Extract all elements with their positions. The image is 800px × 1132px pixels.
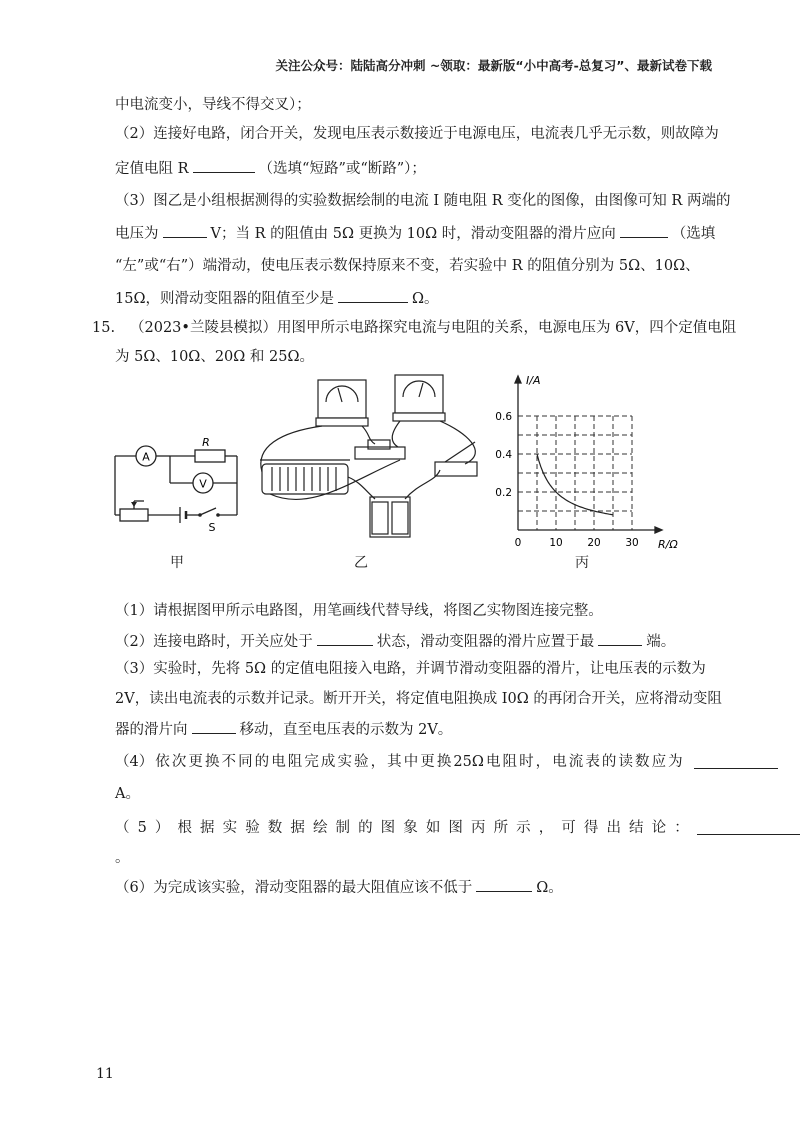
q15-part5-segment: （ bbox=[115, 820, 130, 836]
q15-part5-segment: 据 bbox=[200, 820, 215, 836]
q15-part5-segment: 论 bbox=[651, 820, 667, 836]
chart-ticks bbox=[495, 411, 638, 549]
q15-part5-segment: ， bbox=[538, 820, 554, 836]
q15-part3-c-text2: 移动，直至电压表的示数为 2V。 bbox=[239, 722, 453, 738]
q15-part5-segment: ） bbox=[154, 820, 170, 836]
q15-part4-segment: 时 bbox=[519, 754, 534, 770]
q15-part5-segment: 丙 bbox=[470, 820, 486, 836]
q15-part4-segment: ， bbox=[370, 754, 386, 770]
switch-label: S bbox=[208, 521, 216, 534]
caption-yi: 乙 bbox=[354, 555, 368, 571]
y-tick-label: 0.2 bbox=[495, 487, 512, 499]
apparatus-diagram-yi bbox=[250, 372, 490, 547]
answer-blank[interactable] bbox=[598, 631, 642, 646]
q15-part5-segment: 可 bbox=[561, 820, 576, 836]
q14-part3-b-text3: （选填 bbox=[671, 226, 716, 242]
q15-part6-text1: （6）为完成该实验，滑动变阻器的最大阻值应该不低于 bbox=[115, 880, 473, 896]
q15-part5-segment: 数 bbox=[267, 820, 283, 836]
q14-line-1: 中电流变小，导线不得交叉）； bbox=[115, 97, 311, 113]
q15-part3-a: （3）实验时，先将 5Ω 的定值电阻接入电路，并调节滑动变阻器的滑片，让电压表的示数为 bbox=[115, 661, 706, 677]
q15-part5-b: 。 bbox=[115, 850, 130, 866]
q15-part1: （1）请根据图甲所示电路图，用笔画线代替导线，将图乙实物图连接完整。 bbox=[115, 603, 603, 619]
ir-chart bbox=[490, 372, 710, 562]
q15-part5-segment: 的 bbox=[358, 820, 373, 836]
q15-part4-segment: （4） bbox=[115, 754, 154, 770]
q15-part3-b: 2V，读出电流表的示数并记录。断开开关，将定值电阻换成 I0Ω 的再闭合开关，应将滑动变阻 bbox=[115, 691, 722, 707]
q15-part4-segment: 25Ω bbox=[453, 754, 484, 770]
q15-part4-segment: ， bbox=[535, 754, 551, 770]
q15-part5-segment: 出 bbox=[606, 820, 621, 836]
q15-part4-segment: 不 bbox=[221, 754, 237, 770]
x-tick-label: 30 bbox=[625, 537, 639, 549]
q15-part5-segment: 据 bbox=[290, 820, 305, 836]
q15-part4-a bbox=[115, 752, 683, 772]
q15-part4-segment: 表 bbox=[585, 754, 600, 770]
chart-grid bbox=[518, 416, 632, 530]
q15-part5-segment: 制 bbox=[335, 820, 351, 836]
q15-part5-segment: 所 bbox=[493, 820, 509, 836]
q15-part4-segment: 依 bbox=[155, 754, 170, 770]
answer-blank[interactable] bbox=[193, 158, 255, 173]
q15-part4-segment: 数 bbox=[635, 754, 650, 770]
q15-part5-segment: 根 bbox=[177, 820, 192, 836]
q15-part4-segment: 次 bbox=[171, 754, 187, 770]
ammeter-label: A bbox=[142, 450, 150, 464]
q14-part3-a: （3）图乙是小组根据测得的实验数据绘制的电流 I 随电阻 R 变化的图像，由图像可知 R 两端的 bbox=[115, 193, 731, 209]
q15-number: 15. bbox=[92, 320, 116, 336]
q15-part4-segment: 成 bbox=[320, 754, 336, 770]
q15-part5-segment: ： bbox=[674, 820, 689, 836]
y-tick-label: 0.6 bbox=[495, 411, 512, 423]
x-tick-label: 10 bbox=[549, 537, 563, 549]
q15-part5-segment: 图 bbox=[448, 820, 463, 836]
q14-part3-b-text2: V；当 R 的阻值由 5Ω 更换为 10Ω 时，滑动变阻器的滑片应向 bbox=[210, 226, 616, 242]
x-tick-label: 20 bbox=[587, 537, 601, 549]
q15-part4-segment: 换 bbox=[436, 754, 452, 770]
q15-part5-segment: 实 bbox=[222, 820, 238, 836]
q15-part4-segment: 阻 bbox=[502, 754, 518, 770]
q15-part5-segment: 结 bbox=[629, 820, 644, 836]
x-tick-label: 0 bbox=[514, 537, 522, 549]
answer-blank[interactable] bbox=[620, 223, 668, 238]
q14-part3-d-text2: Ω。 bbox=[411, 291, 439, 307]
q15-part2-text2: 状态，滑动变阻器的滑片应置于最 bbox=[376, 634, 595, 650]
q15-part5-segment: 如 bbox=[425, 820, 441, 836]
q15-part5-segment: 绘 bbox=[312, 820, 328, 836]
q15-part5-segment: 图 bbox=[380, 820, 396, 836]
q15-part4-segment: 更 bbox=[188, 754, 203, 770]
q15-part3-c-text1: 器的滑片向 bbox=[115, 722, 188, 738]
q14-part3-d bbox=[115, 288, 439, 309]
q15-part4-segment: 更 bbox=[420, 754, 435, 770]
q15-part4-segment: 应 bbox=[651, 754, 667, 770]
answer-blank[interactable] bbox=[476, 877, 532, 892]
page-number: 11 bbox=[96, 1066, 114, 1082]
x-axis-label: R/Ω bbox=[658, 538, 678, 551]
q15-part5-segment: 示 bbox=[516, 820, 531, 836]
q15-part4-segment: 电 bbox=[552, 754, 567, 770]
q15-part4-segment: 换 bbox=[204, 754, 220, 770]
resistor-label: R bbox=[202, 436, 210, 449]
q14-part3-d-text1: 15Ω，则滑动变阻器的阻值至少是 bbox=[115, 291, 334, 307]
q14-part2-b bbox=[115, 158, 426, 179]
caption-bing: 丙 bbox=[575, 555, 589, 571]
q14-part3-b-text1: 电压为 bbox=[115, 226, 159, 242]
page-header: 关注公众号：陆陆高分冲刺 ~领取：最新版“小中高考-总复习”、最新试卷下载 bbox=[275, 58, 712, 73]
q15-part4-segment: 阻 bbox=[287, 754, 303, 770]
q15-part5-segment: 得 bbox=[583, 820, 599, 836]
q15-part4-segment: 的 bbox=[254, 754, 270, 770]
q15-part2-text3: 端。 bbox=[646, 634, 676, 650]
q14-part3-c: “左”或“右”）端滑动，使电压表示数保持原来不变，若实验中 R 的阻值分别为 5Ω、10Ω、 bbox=[115, 258, 700, 274]
q15-part4-segment: 其 bbox=[387, 754, 402, 770]
q15-part2-text1: （2）连接电路时，开关应处于 bbox=[115, 634, 313, 650]
q14-part2-a: （2）连接好电路，闭合开关，发现电压表示数接近于电源电压，电流表几乎无示数，则故障为 bbox=[115, 126, 719, 142]
q15-part4-segment: 实 bbox=[337, 754, 352, 770]
answer-blank[interactable] bbox=[192, 719, 236, 734]
q15-stem-2: 为 5Ω、10Ω、20Ω 和 25Ω。 bbox=[115, 349, 314, 365]
q15-part6-text2: Ω。 bbox=[536, 880, 563, 896]
answer-blank[interactable] bbox=[697, 820, 800, 835]
q15-part4-segment: 为 bbox=[668, 754, 683, 770]
q15-part4-segment: 中 bbox=[403, 754, 419, 770]
q15-part4-segment: 读 bbox=[618, 754, 633, 770]
q15-part4-segment: 完 bbox=[304, 754, 319, 770]
q15-part3-c bbox=[115, 719, 452, 740]
q14-part3-b bbox=[115, 223, 715, 244]
answer-blank[interactable] bbox=[338, 288, 408, 303]
q15-part4-segment: 电 bbox=[271, 754, 286, 770]
answer-blank[interactable] bbox=[317, 631, 373, 646]
q15-stem-1: （2023•兰陵县模拟）用图甲所示电路探究电流与电阻的关系，电源电压为 6V，四个定值电阻 bbox=[130, 320, 737, 336]
q15-part6 bbox=[115, 877, 563, 898]
q15-part5-a bbox=[115, 818, 689, 838]
q15-part4-b: A。 bbox=[115, 786, 140, 802]
q15-part5-segment: 5 bbox=[137, 820, 147, 836]
circuit-diagram-jia bbox=[100, 425, 250, 535]
q15-part4-segment: 电 bbox=[485, 754, 501, 770]
q15-part4-segment: 流 bbox=[568, 754, 584, 770]
q15-part5-segment: 验 bbox=[245, 820, 260, 836]
y-tick-label: 0.4 bbox=[495, 449, 512, 461]
voltmeter-label: V bbox=[199, 477, 207, 491]
q15-part5-segment: 象 bbox=[403, 820, 418, 836]
q15-part2 bbox=[115, 631, 675, 652]
caption-jia: 甲 bbox=[170, 555, 184, 571]
q14-part2-b-text1: 定值电阻 R bbox=[115, 161, 189, 177]
q15-part4-segment: 同 bbox=[238, 754, 253, 770]
q15-part4-segment: 验 bbox=[354, 754, 369, 770]
q15-part4-segment: 的 bbox=[601, 754, 617, 770]
y-axis-label: I/A bbox=[526, 374, 541, 387]
answer-blank[interactable] bbox=[694, 754, 778, 769]
answer-blank[interactable] bbox=[163, 223, 207, 238]
q14-part2-b-text2: （选填“短路”或“断路”）； bbox=[258, 161, 426, 177]
